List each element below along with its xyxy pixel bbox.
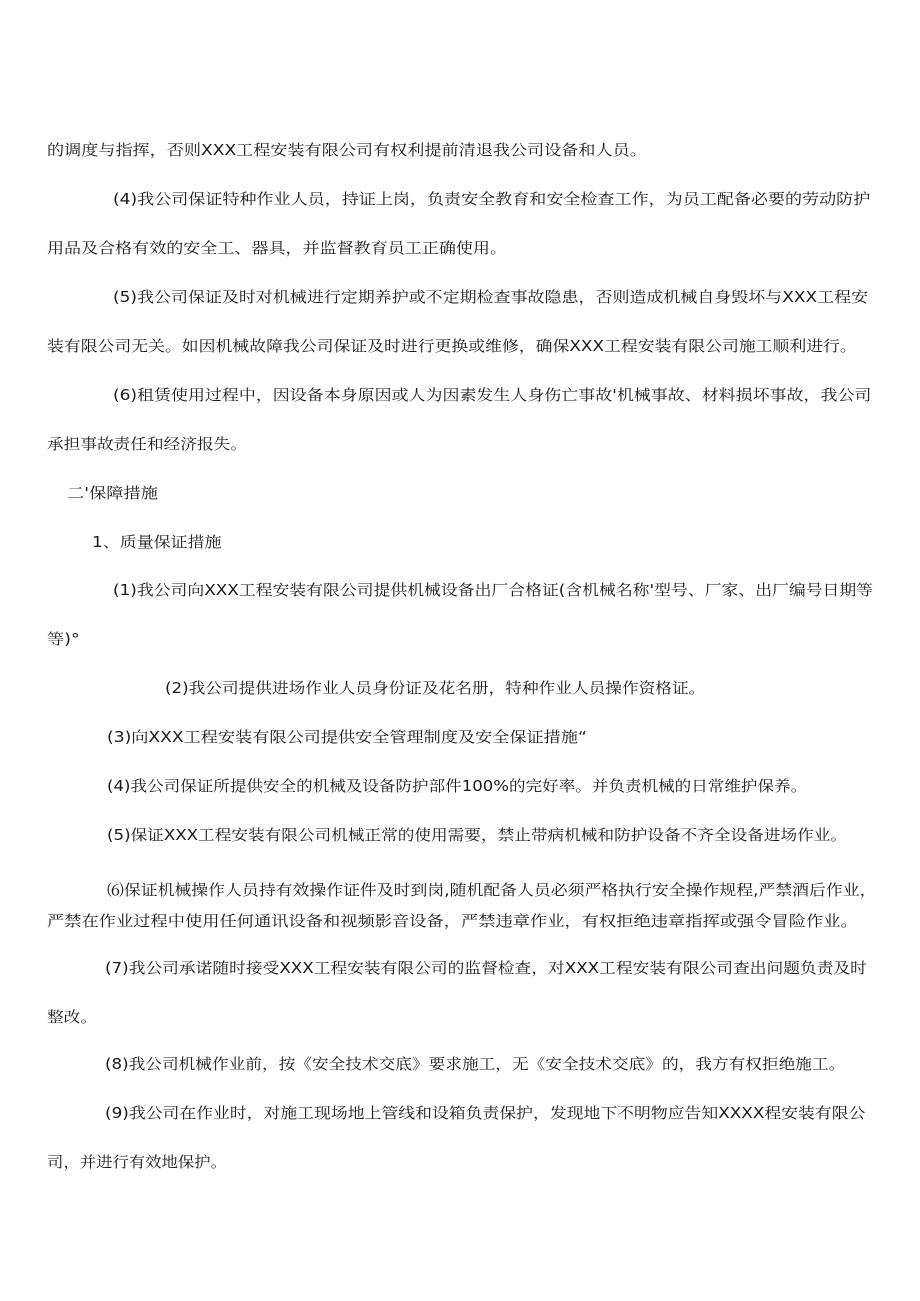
text-line: (1)我公司向XXX工程安装有限公司提供机械设备出厂合格证(含机械名称'型号、厂家、出厂编号日期等 [113, 581, 874, 599]
text-line: 整改。 [47, 1008, 98, 1026]
text-line: (2)我公司提供进场作业人员身份证及花名册，特种作业人员操作资格证。 [165, 679, 706, 697]
text-line: 承担事故责任和经济报失。 [47, 435, 248, 453]
text-line: 司，并进行有效地保护。 [47, 1153, 228, 1171]
text-line: (7)我公司承诺随时接受XXX工程安装有限公司的监督检查，对XXX工程安装有限公司查出问题负责及时 [105, 959, 867, 977]
text-line: (4)我公司保证所提供安全的机械及设备防护部件100%的完好率。并负责机械的日常维护保养。 [107, 777, 808, 795]
text-line: 用品及合格有效的安全工、器具，并监督教育员工正确使用。 [47, 239, 508, 257]
text-line: (5)保证XXX工程安装有限公司机械正常的使用需要，禁止带病机械和防护设备不齐全设备进场作业。 [107, 826, 848, 844]
section-heading: 二'保障措施 [67, 484, 158, 502]
text-line: (3)向XXX工程安装有限公司提供安全管理制度及安全保证措施“ [107, 728, 587, 746]
text-line: (4)我公司保证特种作业人员，持证上岗，负责安全教育和安全检查工作，为员工配备必要的劳动防护 [113, 190, 871, 208]
text-line: 严禁在作业过程中使用任何通讯设备和视频影音设备，严禁违章作业，有权拒绝违章指挥或强令冒险作业。 [47, 912, 858, 930]
text-line: (6)租赁使用过程中，因设备本身原因或人为因素发生人身伤亡事故'机械事故、材料损坏事故，我公司 [113, 386, 872, 404]
text-line: (9)我公司在作业时，对施工现场地上管线和设箱负责保护，发现地下不明物应告知XXXX程安装有限公 [105, 1104, 866, 1122]
text-line: ⑹保证机械操作人员持有效操作证件及时到岗,随机配备人员必须严格执行安全操作规程,严禁酒后作业， [107, 881, 877, 899]
text-line: 的调度与指挥，否则XXX工程安装有限公司有权利提前清退我公司设备和人员。 [47, 141, 647, 159]
text-line: (5)我公司保证及时对机械进行定期养护或不定期检查事故隐患，否则造成机械自身毁坏与XXX工程安 [113, 288, 869, 306]
text-line: 等)° [47, 630, 80, 648]
subsection-heading: 1、质量保证措施 [92, 533, 222, 551]
text-line: 装有限公司无关。如因机械故障我公司保证及时进行更换或维修，确保XXX工程安装有限公司施工顺利进行。 [47, 337, 857, 355]
text-line: (8)我公司机械作业前，按《安全技术交底》要求施工，无《安全技术交底》的，我方有权拒绝施工。 [105, 1055, 846, 1073]
